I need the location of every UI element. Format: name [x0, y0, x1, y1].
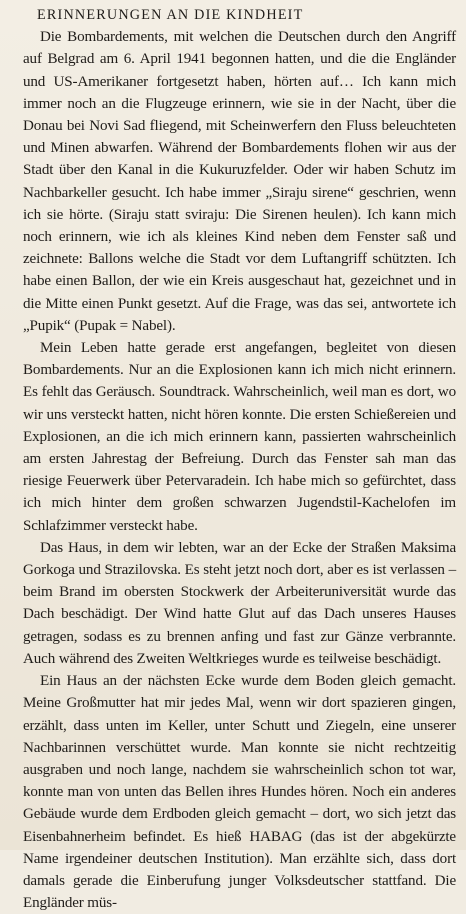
page-text: [23, 4, 456, 914]
paragraph-bombardements: Die Bombardements, mit welchen die Deutschen durch den Angriff auf Belgrad am 6. April 1941 begonnen hatten, und die die Engländer und US-Amerikaner fortgesetzt haben, hörten auf… Ich kann mich immer noch an die Flugzeuge erinnern, wie sie in der Nacht, über die Donau bei Novi Sad fliegend, mit Scheinwerfern den Fluss beleuchteten und Minen abwarfen. Während der Bombardements flohen wir aus der Stadt über den Kanal in die Kukuruzfelder. Oder wir haben Schutz im Nachbarkeller gesucht. Ich habe immer „Siraju sirene“ geschrien, wenn ich sie hörte. (Siraju statt sviraju: Die Sirenen heulen). Ich kann mich noch erinnern, wie ich als kleines Kind neben dem Fenster saß und zeichnete: Ballons welche die Stadt vor dem Luftangriff schützten. Ich habe einen Ballon, der wie ein Kreis ausgeschaut hat, gezeichnet und in die Mitte einen Punkt gesetzt. Auf die Frage, was das sei, antwortete ich „Pupik“ (Pupak = Nabel).: [23, 29, 456, 334]
chapter-heading: ERINNERUNGEN AN DIE KINDHEIT: [37, 7, 304, 23]
paragraph-mein-leben: Mein Leben hatte gerade erst angefangen, begleitet von diesen Bombardements. Nur an die Explosionen kann ich mich nicht erinnern. Es fehlt das Geräusch. Soundtrack. Wahrscheinlich, weil man es dort, wo wir uns versteckt hatten, nicht hören konnte. Die ersten Schießereien und Explosionen, an die ich mich erinnern kann, passierten wahrscheinlich am ersten Jahrestag der Befreiung. Durch das Fenster sah man das riesige Feuerwerk über Petervaradein. Ich habe mich so gefürchtet, dass ich mich hinter dem großen schwarzen Jugendstil-Kachelofen im Schlafzimmer versteckt habe.: [23, 340, 456, 534]
paragraph-das-haus: Das Haus, in dem wir lebten, war an der Ecke der Straßen Maksima Gorkoga und Strazilovska. Es steht jetzt noch dort, aber es ist verlassen – beim Brand im obersten Stockwerk der Arbeiteruniversität wurde das Dach beschädigt. Der Wind hatte Glut auf das Dach unseres Hauses getragen, sodass es zu brennen anfing und fast zur Gänze verbrannte. Auch während des Zweiten Weltkrieges wurde es teilweise beschädigt.: [23, 539, 456, 667]
paragraph-ein-haus: Ein Haus an der nächsten Ecke wurde dem Boden gleich gemacht. Meine Großmutter hat mir jedes Mal, wenn wir dort spazieren gingen, erzählt, dass unten im Keller, unter Schutt und Ziegeln, eine unserer Nachbarinnen verschüttet wurde. Man konnte sie nicht rechtzeitig ausgraben und noch lange, nachdem sie wahrscheinlich schon tot war, konnte man von unten das Bellen ihres Hundes hören. Noch ein anderes Gebäude wurde dem Erdboden gleich gemacht – dort, wo sich jetzt das Eisenbahnerheim befindet. Es hieß HABAG (das ist der abgekürzte Name irgendeiner deutschen Institution). Man erzählte sich, dass dort damals gerade die Einberufung junger Volksdeutscher stattfand. Die Engländer müs-: [23, 673, 456, 912]
